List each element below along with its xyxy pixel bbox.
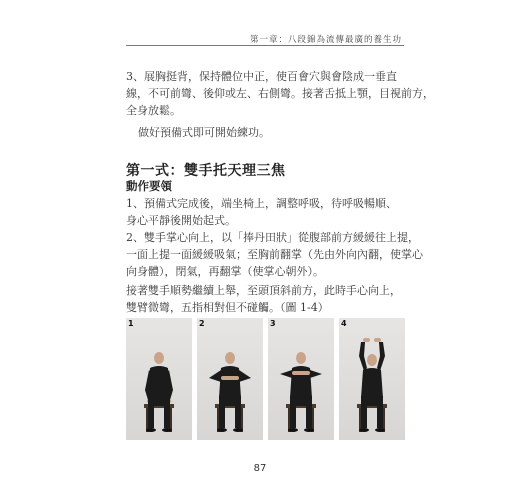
section-subheading: 動作要領: [126, 179, 172, 193]
step3-line-2: 雙臂微彎，五指相對但不碰觸。（圖 1-4）: [126, 301, 329, 314]
figure-photo-2: [197, 318, 263, 440]
section-title: 第一式：雙手托天理三焦: [126, 163, 286, 179]
step2-line-1: 2、雙手掌心向上，以「捧丹田狀」從腹部前方緩緩往上提，: [126, 231, 419, 244]
running-header: [0, 33, 520, 47]
page-number: 87: [253, 463, 267, 474]
figure-photo-1: [126, 318, 192, 440]
figure-photo-4: [339, 318, 405, 440]
person-seated-figure: [339, 318, 405, 440]
intro-line-2: 線，不可前彎、後仰或左、右側彎。接著舌抵上顎，目視前方，: [126, 87, 434, 100]
step2-line-2: 一面上提一面緩緩吸氣；至胸前翻掌（先由外向內翻，使掌心: [126, 248, 423, 261]
person-seated-figure: [197, 318, 263, 440]
intro-line-1: 3、展胸挺背，保持體位中正，使百會穴與會陰成一垂直: [126, 70, 397, 83]
figure-strip: [126, 318, 406, 440]
step3-line-1: 接著雙手順勢繼續上舉，至頭頂斜前方，此時手心向上，: [126, 284, 401, 297]
running-title: 第一章：八段錦為流傳最廣的養生功: [249, 35, 402, 45]
figure-label: 1: [128, 319, 134, 328]
intro-line-3: 全身放鬆。: [126, 104, 181, 117]
intro-paragraph-2: 做好預備式即可開始練功。: [138, 126, 270, 139]
step1-line-1: 1、預備式完成後，端坐椅上，調整呼吸，待呼吸暢順、: [126, 197, 397, 210]
person-seated-figure: [268, 318, 334, 440]
figure-label: 2: [199, 319, 205, 328]
person-seated-figure: [126, 318, 192, 440]
step1-line-2: 身心平靜後開始起式。: [126, 214, 236, 227]
figure-label: 4: [341, 319, 347, 328]
figure-photo-3: [268, 318, 334, 440]
header-rule: [126, 45, 404, 46]
figure-label: 3: [270, 319, 276, 328]
step2-line-3: 向身體），閉氣，再翻掌（使掌心朝外）。: [126, 265, 324, 278]
